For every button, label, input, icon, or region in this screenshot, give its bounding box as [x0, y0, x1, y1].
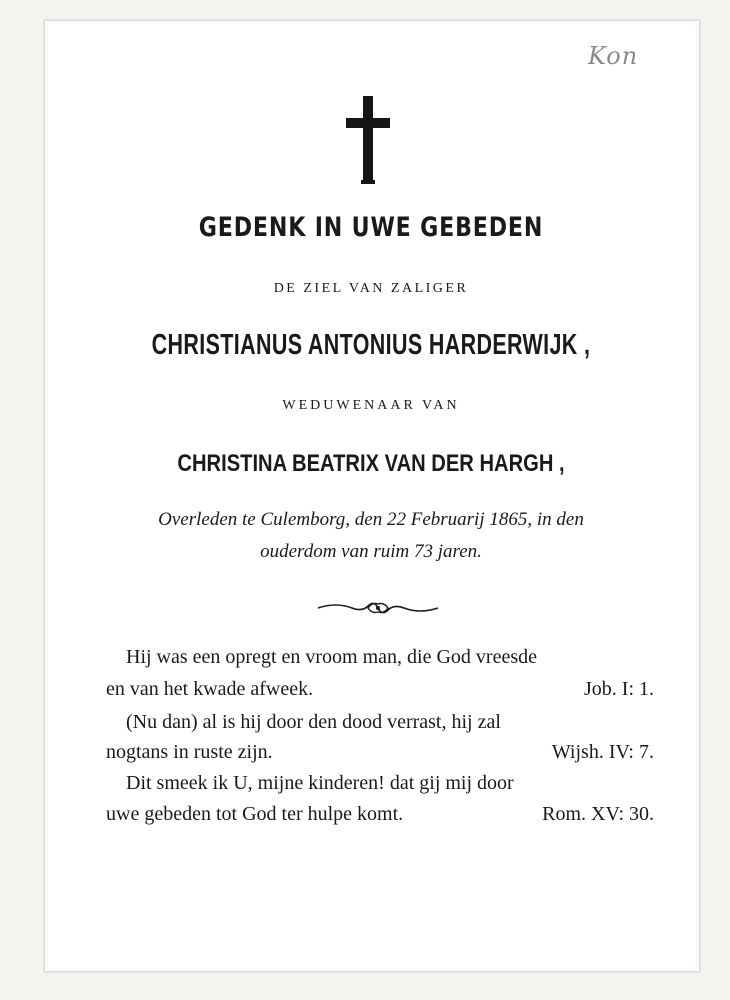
verse-1-text-end: en van het kwade afweek. [106, 678, 314, 700]
subheading: DE ZIEL VAN ZALIGER [273, 281, 469, 296]
verse-1-line-2 [106, 678, 654, 701]
verse-2-line-1: (Nu dan) al is hij door den dood verrast, hij zal [126, 711, 501, 733]
cross-icon [344, 94, 392, 186]
handwritten-annotation: Kon [588, 42, 639, 70]
ornament-divider-icon [316, 598, 440, 618]
spouse-name: CHRISTINA BEATRIX VAN DER HARGH , [177, 450, 565, 477]
deceased-name: CHRISTIANUS ANTONIUS HARDERWIJK , [151, 329, 591, 361]
verse-2-reference: Wijsh. IV: 7. [551, 741, 654, 763]
verse-2-text-end: nogtans in ruste zijn. [106, 741, 273, 763]
verse-1-line-1: Hij was een opregt en vroom man, die God vreesde [126, 646, 537, 668]
verse-3-line-1: Dit smeek ik U, mijne kinderen! dat gij mij door [126, 772, 514, 794]
death-notice-line-2: ouderdom van ruim 73 jaren. [260, 541, 482, 562]
verse-3-line-2 [106, 803, 654, 826]
verse-3-reference: Rom. XV: 30. [542, 803, 654, 825]
relation-text: WEDUWENAAR VAN [282, 398, 460, 413]
verse-2-line-2 [106, 741, 654, 764]
verse-1-reference: Job. I: 1. [584, 678, 654, 700]
death-notice-line-1: Overleden te Culemborg, den 22 Februarij 1865, in den [158, 509, 584, 530]
verse-3-text-end: uwe gebeden tot God ter hulpe komt. [106, 803, 404, 825]
card-heading: GEDENK IN UWE GEBEDEN [198, 212, 544, 243]
